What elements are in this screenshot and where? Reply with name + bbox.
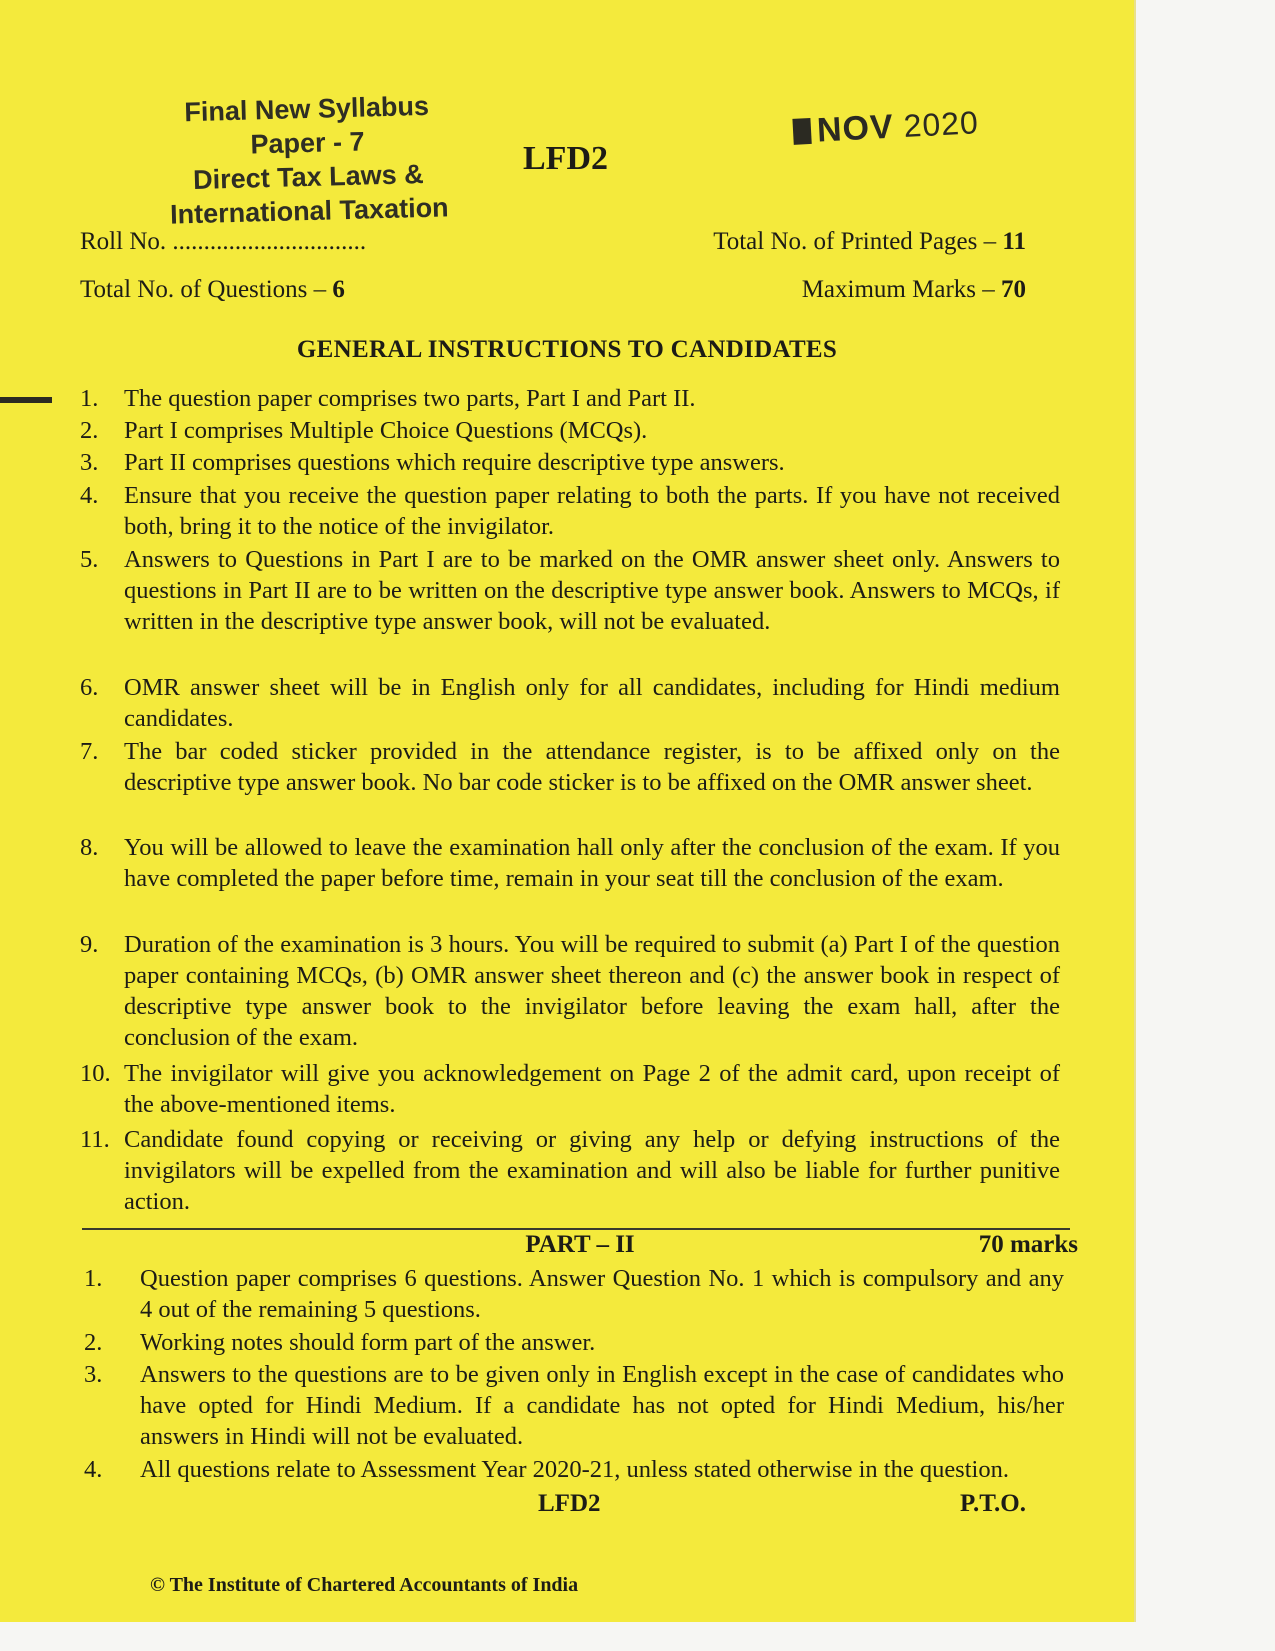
- instruction-item: [80, 929, 1060, 1053]
- instruction-number: 4.: [84, 1456, 103, 1483]
- instruction-number: 2.: [80, 417, 99, 444]
- instruction-number: 1.: [80, 385, 99, 412]
- instruction-item: [80, 383, 1060, 414]
- header-line-subject-2: International Taxation: [169, 192, 449, 230]
- instruction-text: OMR answer sheet will be in English only for all candidates, including for Hindi medium candidates.: [124, 674, 1060, 732]
- instruction-item: [80, 447, 1060, 478]
- footer-pto: P.T.O.: [960, 1490, 1026, 1517]
- instruction-text: Duration of the examination is 3 hours. You will be required to submit (a) Part I of the question paper containing MCQs, (b) OMR answer sheet thereon and (c) the answer book in respect of descriptive type answer book to the invigilator before leaving the exam hall, after the conclusion of the exam.: [124, 931, 1060, 1051]
- instruction-number: 1.: [84, 1265, 103, 1292]
- part-two-instruction: [84, 1327, 1064, 1358]
- instruction-item: [80, 736, 1060, 829]
- instruction-text: Ensure that you receive the question paper relating to both the parts. If you have not received both, bring it to the notice of the invigilator.: [124, 482, 1060, 540]
- printed-pages: [713, 228, 1026, 256]
- part-two-header: [82, 1231, 1078, 1263]
- total-questions-label: Total No. of Questions –: [80, 276, 327, 303]
- instruction-text: Working notes should form part of the answer.: [140, 1329, 596, 1356]
- instruction-text: Part II comprises questions which require descriptive type answers.: [124, 449, 785, 476]
- part-two-instruction: [84, 1359, 1064, 1452]
- printed-pages-value: 11: [1002, 228, 1026, 255]
- part-two-title: PART – II: [525, 1231, 635, 1258]
- date-stamp: [792, 103, 980, 152]
- instruction-item: [80, 672, 1060, 734]
- part-two-marks: 70 marks: [978, 1231, 1078, 1258]
- copyright-notice: © The Institute of Chartered Accountants of India: [150, 1574, 579, 1596]
- stamp-year: 2020: [902, 104, 980, 145]
- instruction-number: 11.: [80, 1126, 110, 1153]
- instruction-text: Candidate found copying or receiving or giving any help or defying instructions of the invigilators will be expelled from the examination and will also be liable for further punitive action.: [124, 1126, 1060, 1215]
- stamp-month: NOV: [816, 107, 895, 150]
- header-line-syllabus: Final New Syllabus: [184, 90, 430, 128]
- instruction-number: 3.: [84, 1361, 103, 1388]
- instruction-number: 3.: [80, 449, 99, 476]
- paper-code: LFD2: [523, 140, 608, 177]
- stamp-mark-icon: [792, 118, 811, 145]
- instruction-number: 10.: [80, 1060, 111, 1087]
- section-divider: [82, 1228, 1070, 1230]
- instruction-number: 7.: [80, 738, 99, 765]
- paper-header: [146, 88, 469, 232]
- instruction-text: Question paper comprises 6 questions. Answer Question No. 1 which is compulsory and any 4 out of the remaining 5 questions.: [140, 1265, 1064, 1323]
- part-two-instruction: [84, 1263, 1064, 1325]
- instruction-item: [80, 1124, 1060, 1217]
- printed-pages-label: Total No. of Printed Pages –: [713, 228, 997, 255]
- instruction-item: [80, 544, 1060, 668]
- instruction-number: 8.: [80, 834, 99, 861]
- instruction-number: 2.: [84, 1329, 103, 1356]
- instruction-item: [80, 415, 1060, 446]
- part-two-instruction: [84, 1454, 1064, 1485]
- instruction-text: The invigilator will give you acknowledgement on Page 2 of the admit card, upon receipt of the above-mentioned items.: [124, 1060, 1060, 1118]
- footer-paper-code: LFD2: [538, 1490, 601, 1517]
- instruction-item: [80, 480, 1060, 542]
- instruction-item: [80, 832, 1060, 925]
- instruction-item: [80, 1058, 1060, 1120]
- margin-mark: [0, 397, 52, 403]
- header-line-subject: Direct Tax Laws &: [192, 158, 425, 196]
- instruction-text: The question paper comprises two parts, Part I and Part II.: [124, 385, 696, 412]
- instruction-text: You will be allowed to leave the examination hall only after the conclusion of the exam. If you have completed the paper before time, remain in your seat till the conclusion of the exam.: [124, 834, 1060, 892]
- instruction-number: 5.: [80, 546, 99, 573]
- instruction-number: 9.: [80, 931, 99, 958]
- header-line-paper: Paper - 7: [250, 126, 365, 160]
- instruction-text: Part I comprises Multiple Choice Questions (MCQs).: [124, 417, 648, 444]
- instruction-text: The bar coded sticker provided in the attendance register, is to be affixed only on the descriptive type answer book. No bar code sticker is to be affixed on the OMR answer sheet.: [124, 738, 1060, 796]
- maximum-marks-label: Maximum Marks –: [801, 276, 995, 303]
- total-questions: [80, 276, 345, 304]
- instruction-number: 4.: [80, 482, 99, 509]
- instruction-text: All questions relate to Assessment Year 2020-21, unless stated otherwise in the question.: [140, 1456, 1009, 1483]
- instruction-text: Answers to the questions are to be given only in English except in the case of candidates who have opted for Hindi Medium. If a candidate has not opted for Hindi Medium, his/her answers in Hindi will not be evaluated.: [140, 1361, 1064, 1450]
- roll-no: Roll No. ...............................: [80, 228, 367, 255]
- instruction-number: 6.: [80, 674, 99, 701]
- maximum-marks-value: 70: [1001, 276, 1026, 303]
- general-instructions-title: GENERAL INSTRUCTIONS TO CANDIDATES: [296, 336, 838, 363]
- maximum-marks: [802, 276, 1026, 304]
- total-questions-value: 6: [332, 276, 345, 303]
- instruction-text: Answers to Questions in Part I are to be marked on the OMR answer sheet only. Answers to questions in Part II are to be written on the descriptive type answer book. Answers to MCQs, if written in the descriptive type answer book, will not be evaluated.: [124, 546, 1060, 635]
